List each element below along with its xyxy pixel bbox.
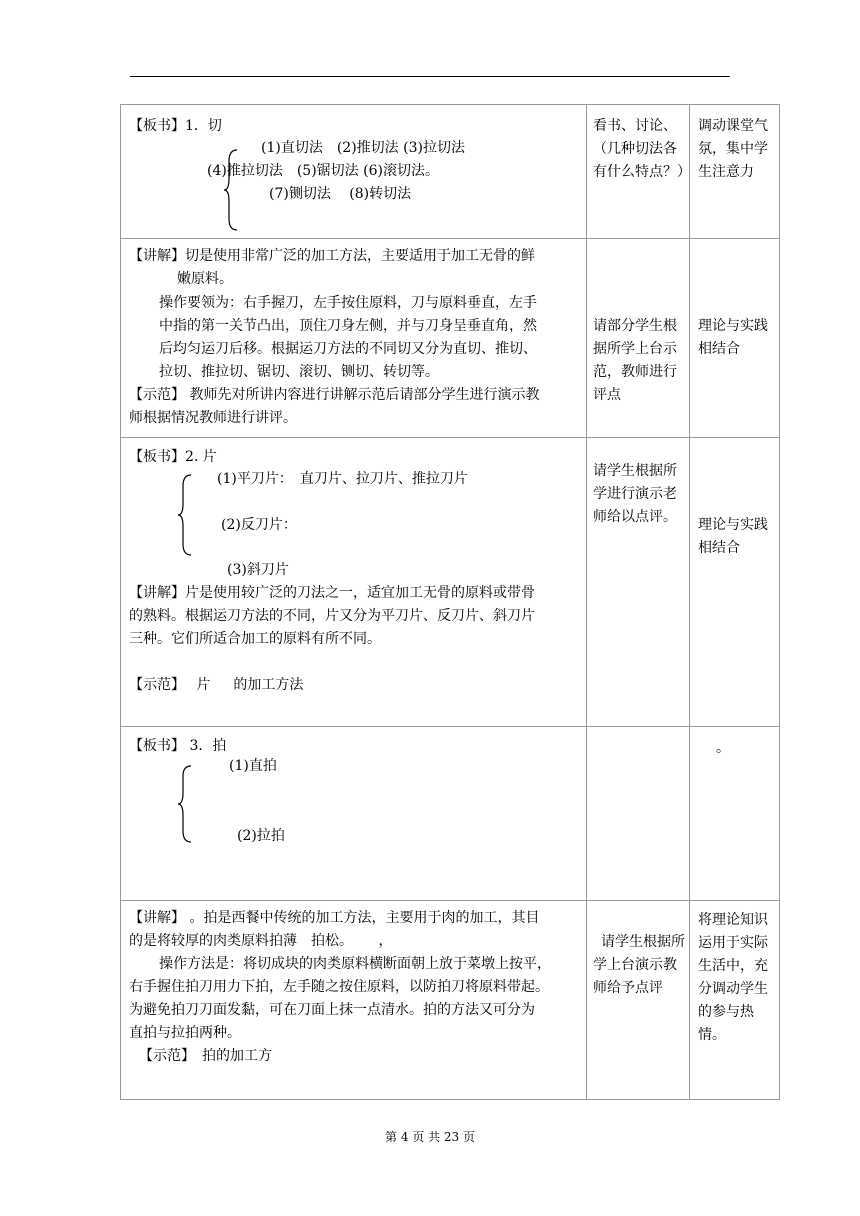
text-line: 的是将较厚的肉类原料拍薄 拍松。 ， bbox=[129, 933, 393, 949]
text-line: 直拍与拉拍两种。 bbox=[129, 1025, 241, 1041]
text-line: (7)铡切法 (8)转切法 bbox=[269, 186, 412, 202]
activity-text: 请学生根据所学进行演示老师给以点评。 bbox=[593, 463, 677, 525]
text-line: 【讲解】 。拍是西餐中传统的加工方法，主要用于肉的加工，其目 bbox=[129, 910, 540, 926]
purpose-cell bbox=[690, 438, 779, 726]
activity-cell bbox=[587, 901, 690, 1099]
activity-cell bbox=[587, 438, 690, 726]
text-line: 师根据情况教师进行讲评。 bbox=[129, 410, 297, 426]
table-row bbox=[121, 105, 779, 239]
table-row bbox=[121, 438, 779, 727]
text-line: (2)拉拍 bbox=[237, 828, 285, 844]
text-line: 【讲解】片是使用较广泛的刀法之一，适宜加工无骨的原料或带骨 bbox=[129, 585, 535, 601]
content-cell bbox=[121, 901, 587, 1099]
text-line: (3)斜刀片 bbox=[227, 562, 289, 578]
text-line: 嫩原料。 bbox=[177, 271, 233, 287]
board-heading: 【板书】1．切 bbox=[129, 118, 222, 134]
text-line: 【示范】 教师先对所讲内容进行讲解示范后请部分学生进行演示教 bbox=[129, 387, 540, 403]
table-row bbox=[121, 901, 779, 1099]
text-line: 为避免拍刀刀面发黏，可在刀面上抹一点清水。拍的方法又可分为 bbox=[129, 1002, 535, 1018]
purpose-text: 理论与实践相结合 bbox=[698, 517, 768, 556]
activity-text: 请学生根据所学上台演示教师给予点评 bbox=[593, 934, 685, 996]
board-heading: 【板书】 3．拍 bbox=[129, 738, 227, 754]
text-line: (1)直拍 bbox=[229, 758, 277, 774]
content-cell bbox=[121, 105, 587, 238]
content-cell bbox=[121, 239, 587, 437]
brace-icon bbox=[177, 474, 193, 556]
text-line: 【示范】 片 的加工方法 bbox=[129, 677, 304, 693]
purpose-text: 。 bbox=[716, 740, 730, 756]
purpose-cell bbox=[690, 105, 779, 238]
page-footer: 第 4 页 共 23 页 bbox=[385, 1130, 475, 1144]
text-line: (2)反刀片： bbox=[221, 517, 297, 533]
text-line: 操作要领为：右手握刀，左手按住原料，刀与原料垂直，左手 bbox=[159, 295, 537, 311]
lesson-table bbox=[120, 104, 780, 1100]
purpose-text: 理论与实践相结合 bbox=[698, 318, 768, 357]
purpose-text: 调动课堂气氛，集中学生注意力 bbox=[698, 118, 768, 180]
text-line: (4)推拉切法 (5)锯切法 (6)滚切法。 bbox=[207, 163, 439, 179]
text-line: 【示范】 拍的加工方 bbox=[139, 1048, 272, 1064]
board-heading: 【板书】2. 片 bbox=[129, 449, 217, 465]
text-line: 后均匀运刀后移。根据运刀方法的不同切又分为直切、推切、 bbox=[159, 341, 537, 357]
purpose-cell bbox=[690, 727, 779, 900]
text-line: 的熟料。根据运刀方法的不同，片又分为平刀片、反刀片、斜刀片 bbox=[129, 608, 535, 624]
text-line: 中指的第一关节凸出，顶住刀身左侧，并与刀身呈垂直角，然 bbox=[159, 318, 537, 334]
text-line: 右手握住拍刀用力下拍，左手随之按住原料，以防拍刀将原料带起。 bbox=[129, 979, 549, 995]
text-line: (1)平刀片： 直刀片、拉刀片、推拉刀片 bbox=[217, 471, 468, 487]
activity-text: 看书、讨论、（几种切法各有什么特点？） bbox=[593, 118, 691, 180]
content-cell bbox=[121, 438, 587, 726]
text-line: 操作方法是：将切成块的肉类原料横断面朝上放于菜墩上按平， bbox=[159, 956, 551, 972]
table-row bbox=[121, 727, 779, 901]
activity-cell bbox=[587, 239, 690, 437]
activity-cell bbox=[587, 105, 690, 238]
text-line: 拉切、推拉切、锯切、滚切、铡切、转切等。 bbox=[159, 364, 439, 380]
purpose-cell bbox=[690, 901, 779, 1099]
header-rule bbox=[130, 76, 730, 77]
content-cell bbox=[121, 727, 587, 900]
activity-cell bbox=[587, 727, 690, 900]
activity-text: 请部分学生根据所学上台示范，教师进行评点 bbox=[593, 318, 677, 403]
text-line: (1)直切法 (2)推切法 (3)拉切法 bbox=[261, 140, 465, 156]
text-line: 三种。它们所适合加工的原料有所不同。 bbox=[129, 631, 381, 647]
table-row bbox=[121, 239, 779, 438]
text-line: 【讲解】切是使用非常广泛的加工方法，主要适用于加工无骨的鲜 bbox=[129, 248, 535, 264]
purpose-text: 将理论知识运用于实际生活中，充分调动学生的参与热情。 bbox=[698, 912, 768, 1043]
brace-icon bbox=[177, 765, 193, 843]
purpose-cell bbox=[690, 239, 779, 437]
